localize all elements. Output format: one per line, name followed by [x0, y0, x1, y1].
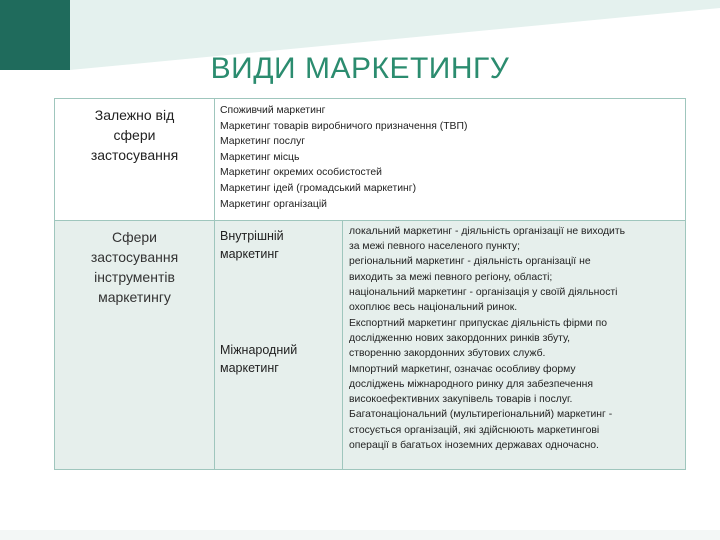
detail-line: Імпортний маркетинг, означає особливу форму [349, 363, 576, 375]
detail-line: охоплює весь національний ринок. [349, 302, 518, 314]
market-scope-cell [215, 220, 343, 469]
slide-title: ВИДИ МАРКЕТИНГУ [210, 52, 510, 85]
marketing-types-table [54, 98, 686, 470]
row2-category-line: інструментів [94, 268, 175, 285]
detail-line: регіональний маркетинг - діяльність організації не [349, 256, 591, 268]
detail-line: дослідженню нових закордонних ринків збуту, [349, 332, 571, 344]
row1-category-line: сфери [113, 127, 156, 143]
detail-line: Експортний маркетинг припускає діяльність фірми по [349, 317, 608, 329]
table-row [55, 220, 686, 469]
list-item: Маркетинг послуг [220, 136, 306, 148]
row2-category-line: Сфери [111, 228, 158, 245]
domestic-marketing-label [220, 227, 338, 263]
detail-line: створенню закордонних збутових служб. [349, 348, 546, 360]
detail-line: національний маркетинг - організація у своїй діяльності [349, 287, 618, 299]
detail-line: за межі певного населеного пункту; [349, 241, 520, 253]
list-item: Маркетинг товарів виробничого призначення (ТВП) [220, 120, 468, 132]
detail-line: високоефективних закупівель товарів і послуг. [349, 394, 573, 406]
domestic-label-line: Внутрішній [220, 228, 284, 243]
row2-category-cell [55, 220, 215, 469]
list-item: Маркетинг організацій [220, 198, 327, 210]
international-label-line: маркетинг [220, 360, 279, 375]
table-row [55, 99, 686, 221]
detail-line: виходить за межі певного регіону, області; [349, 271, 553, 283]
detail-line: стосується організацій, які здійснюють маркетингові [349, 424, 600, 436]
detail-line: Багатонаціональний (мультирегіональний) маркетинг - [349, 409, 613, 421]
row1-items-cell [215, 99, 686, 221]
row2-category-line: застосування [90, 248, 179, 265]
international-label-line: Міжнародний [220, 342, 298, 357]
bottom-decoration [0, 530, 720, 540]
detail-line: операції в багатьох іноземних державах одночасно. [349, 439, 599, 451]
row2-category-line: маркетингу [98, 288, 171, 305]
row1-category-line: застосування [90, 147, 179, 163]
list-item: Маркетинг окремих особистостей [220, 167, 382, 179]
domestic-label-line: маркетинг [220, 246, 279, 261]
detail-line: досліджень міжнародного ринку для забезпечення [349, 378, 594, 390]
row1-category-line: Залежно від [94, 107, 175, 123]
detail-line: локальний маркетинг - діяльність організації не виходить [349, 225, 626, 237]
list-item: Споживчий маркетинг [220, 105, 326, 116]
list-item: Маркетинг місць [220, 151, 300, 163]
list-item: Маркетинг ідей (громадський маркетинг) [220, 182, 417, 194]
details-cell [343, 220, 686, 469]
international-marketing-label [220, 341, 297, 377]
row1-category-cell [55, 99, 215, 221]
